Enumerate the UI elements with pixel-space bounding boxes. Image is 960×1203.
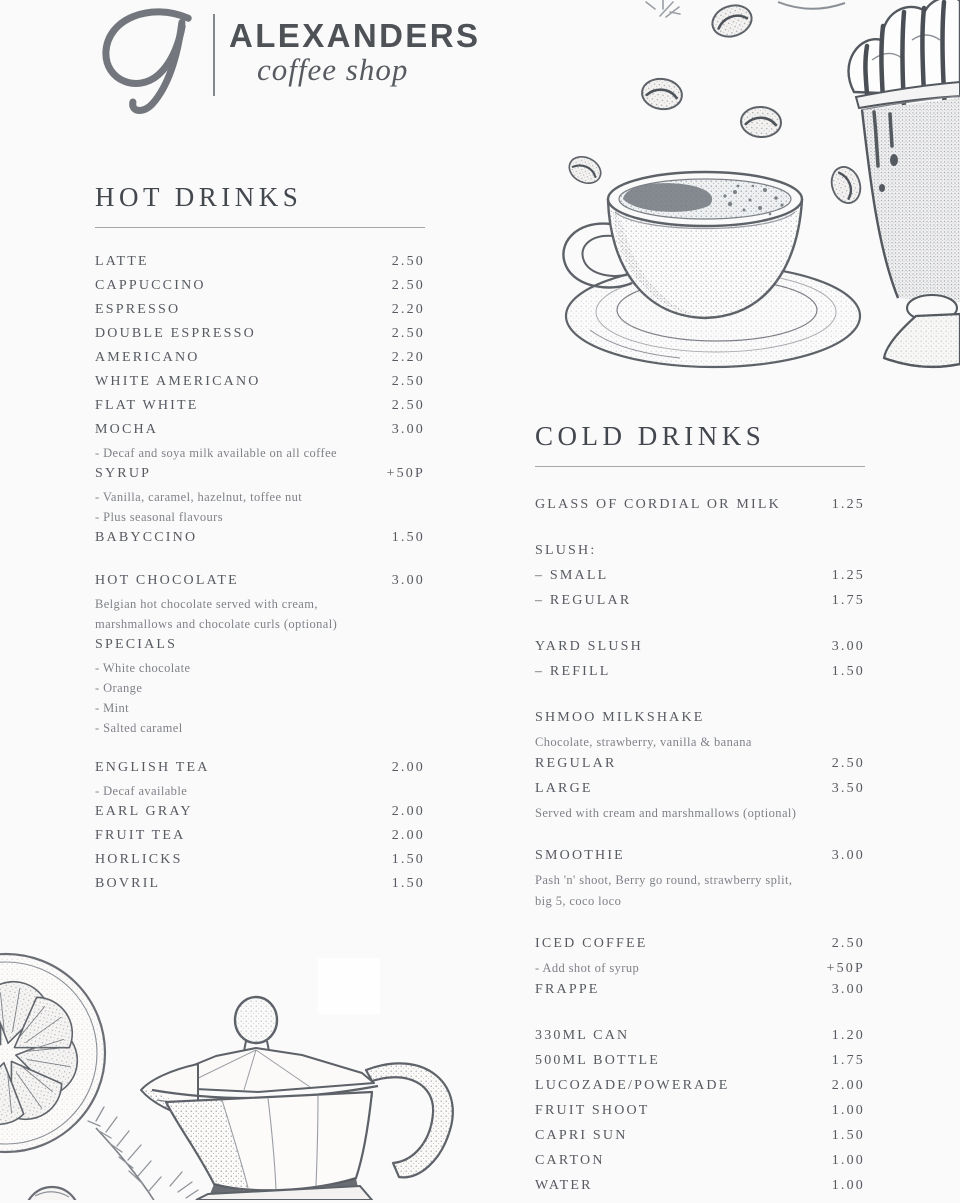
brand-monogram-icon (86, 6, 208, 118)
item-name: FLAT WHITE (95, 398, 199, 414)
item-name: AMERICANO (95, 350, 200, 366)
menu-item-row (95, 326, 425, 350)
brand-divider (213, 14, 215, 96)
item-price: 2.20 (391, 302, 425, 318)
menu-item-row (95, 530, 425, 554)
item-name: FRAPPE (535, 982, 600, 998)
menu-item-row (95, 573, 425, 597)
menu-note-row (95, 661, 425, 681)
item-name: CAPPUCCINO (95, 278, 206, 294)
menu-item-row (535, 781, 865, 806)
item-name: HOT CHOCOLATE (95, 573, 239, 589)
item-name: YARD SLUSH (535, 639, 643, 655)
item-name: – REFILL (535, 664, 611, 680)
item-price: 1.25 (831, 497, 865, 513)
item-price: 1.20 (831, 1028, 865, 1044)
menu-item-row (95, 876, 425, 900)
item-price: 2.50 (391, 326, 425, 342)
item-price: 2.00 (391, 804, 425, 820)
item-name: – SMALL (535, 568, 609, 584)
menu-gap (95, 741, 425, 760)
section-title-hot-drinks: HOT DRINKS (95, 182, 303, 212)
menu-note-row (535, 873, 865, 894)
note-text: Chocolate, strawberry, vanilla & banana (535, 735, 752, 750)
item-name: FRUIT TEA (95, 828, 186, 844)
item-name: HORLICKS (95, 852, 183, 868)
menu-gap (535, 1007, 865, 1028)
menu-item-row (95, 422, 425, 446)
menu-gap (535, 827, 865, 848)
menu-item-row (95, 374, 425, 398)
menu-note-row (95, 721, 425, 741)
menu-item-row (535, 1128, 865, 1153)
item-name: GLASS OF CORDIAL OR MILK (535, 497, 781, 513)
menu-item-row (95, 278, 425, 302)
menu-item-row (535, 982, 865, 1007)
menu-item-row (535, 1103, 865, 1128)
menu-item-row (535, 1178, 865, 1203)
item-name: 500ML BOTTLE (535, 1053, 661, 1069)
item-price: 1.75 (831, 1053, 865, 1069)
menu-note-row (95, 490, 425, 510)
menu-note-row (95, 597, 425, 617)
item-price: 3.00 (831, 982, 865, 998)
item-price: 3.00 (391, 422, 425, 438)
note-text: Pash 'n' shoot, Berry go round, strawberry split, (535, 873, 793, 888)
menu-gap (95, 554, 425, 573)
menu-item-row (535, 1153, 865, 1178)
menu-item-row (95, 760, 425, 784)
note-text: - Add shot of syrup (535, 961, 640, 976)
menu-rows-cold (535, 497, 865, 1203)
menu-item-row (535, 664, 865, 689)
menu-gap (535, 915, 865, 936)
item-price: 1.00 (831, 1103, 865, 1119)
item-price: 2.50 (831, 756, 865, 772)
cut-off-sketch-line (778, 2, 845, 9)
item-name: SYRUP (95, 466, 152, 482)
item-price: 2.50 (831, 936, 865, 952)
menu-note-row (95, 784, 425, 804)
item-price: 2.50 (391, 374, 425, 390)
menu-item-row (95, 637, 425, 661)
item-name: ENGLISH TEA (95, 760, 210, 776)
menu-item-row (95, 302, 425, 326)
note-text: - Decaf available (95, 784, 188, 799)
bottom-left-illustration (0, 920, 500, 1200)
item-name: SLUSH: (535, 543, 597, 559)
note-text: - Vanilla, caramel, hazelnut, toffee nut (95, 490, 303, 505)
menu-item-row (95, 350, 425, 374)
item-name: ICED COFFEE (535, 936, 648, 952)
menu-note-row (95, 701, 425, 721)
note-text: marshmallows and chocolate curls (optional) (95, 617, 338, 632)
item-name: SMOOTHIE (535, 848, 625, 864)
berry-illustration (25, 1187, 79, 1200)
menu-item-row (535, 848, 865, 873)
item-price: 3.00 (831, 639, 865, 655)
note-text: - Decaf and soya milk available on all coffee (95, 446, 337, 461)
menu-item-row (535, 756, 865, 781)
item-name: REGULAR (535, 756, 617, 772)
item-price: 1.25 (831, 568, 865, 584)
item-price: 1.50 (831, 1128, 865, 1144)
item-price: 2.50 (391, 278, 425, 294)
item-name: LUCOZADE/POWERADE (535, 1078, 730, 1094)
item-name: ESPRESSO (95, 302, 181, 318)
section-cold-drinks (535, 422, 865, 1203)
menu-gap (535, 618, 865, 639)
note-text: big 5, coco loco (535, 894, 622, 909)
menu-note-row (535, 735, 865, 756)
note-text: - Orange (95, 681, 143, 696)
menu-note-row (535, 961, 865, 982)
item-price: 2.00 (831, 1078, 865, 1094)
note-text: - Salted caramel (95, 721, 183, 736)
menu-note-row (95, 617, 425, 637)
note-text: - Mint (95, 701, 129, 716)
item-name: DOUBLE ESPRESSO (95, 326, 256, 342)
menu-item-row (535, 1028, 865, 1053)
section-hot-drinks (95, 183, 425, 900)
menu-item-row (535, 710, 865, 735)
menu-item-row (95, 254, 425, 278)
menu-item-row (95, 804, 425, 828)
menu-item-row (535, 593, 865, 618)
brand-header (0, 0, 520, 130)
item-price: 1.50 (391, 852, 425, 868)
item-name: LATTE (95, 254, 149, 270)
menu-item-row (535, 497, 865, 522)
menu-item-row (535, 568, 865, 593)
menu-item-row (535, 1053, 865, 1078)
item-price: 3.50 (831, 781, 865, 797)
item-name: WATER (535, 1178, 593, 1194)
item-price: 1.50 (391, 530, 425, 546)
section-divider (95, 227, 425, 228)
menu-rows-hot (95, 254, 425, 900)
menu-item-row (95, 466, 425, 490)
item-price: 1.75 (831, 593, 865, 609)
item-name: SPECIALS (95, 637, 178, 653)
item-name: 330ML CAN (535, 1028, 630, 1044)
item-name: BABYCCINO (95, 530, 198, 546)
brand-tagline: coffee shop (257, 52, 409, 87)
item-price: 1.00 (831, 1153, 865, 1169)
item-name: CAPRI SUN (535, 1128, 628, 1144)
item-price: 1.00 (831, 1178, 865, 1194)
item-price: 3.00 (391, 573, 425, 589)
milkshake-illustration (849, 0, 960, 367)
menu-note-row (95, 510, 425, 530)
note-text: - White chocolate (95, 661, 191, 676)
moka-pot-illustration (141, 997, 453, 1200)
menu-note-row (535, 894, 865, 915)
item-name: LARGE (535, 781, 593, 797)
top-right-illustration (520, 0, 960, 392)
item-price: +50P (826, 961, 865, 977)
item-name: FRUIT SHOOT (535, 1103, 650, 1119)
note-text: - Plus seasonal flavours (95, 510, 223, 525)
brand-name: ALEXANDERS (229, 17, 481, 54)
menu-item-row (95, 398, 425, 422)
note-text: Served with cream and marshmallows (optional) (535, 806, 797, 821)
section-divider (535, 466, 865, 467)
paper-highlight-patch (318, 958, 380, 1014)
menu-item-row (95, 852, 425, 876)
citrus-slice-illustration (0, 954, 105, 1152)
item-price: 3.00 (831, 848, 865, 864)
item-name: EARL GRAY (95, 804, 193, 820)
menu-gap (535, 689, 865, 710)
item-price: 1.50 (831, 664, 865, 680)
item-name: CARTON (535, 1153, 605, 1169)
note-text: Belgian hot chocolate served with cream, (95, 597, 318, 612)
item-price: +50P (386, 466, 425, 482)
item-name: WHITE AMERICANO (95, 374, 261, 390)
menu-item-row (535, 543, 865, 568)
section-title-cold-drinks: COLD DRINKS (535, 421, 766, 451)
item-price: 2.00 (391, 828, 425, 844)
menu-item-row (535, 639, 865, 664)
leaf-sprig-icon (646, 0, 680, 17)
item-price: 2.50 (391, 254, 425, 270)
item-price: 1.50 (391, 876, 425, 892)
menu-gap (535, 522, 865, 543)
item-name: SHMOO MILKSHAKE (535, 710, 705, 726)
menu-note-row (535, 806, 865, 827)
menu-item-row (95, 828, 425, 852)
item-name: – REGULAR (535, 593, 632, 609)
item-price: 2.00 (391, 760, 425, 776)
menu-item-row (535, 936, 865, 961)
item-price: 2.50 (391, 398, 425, 414)
menu-item-row (535, 1078, 865, 1103)
item-name: BOVRIL (95, 876, 161, 892)
item-name: MOCHA (95, 422, 159, 438)
menu-note-row (95, 681, 425, 701)
item-price: 2.20 (391, 350, 425, 366)
menu-note-row (95, 446, 425, 466)
